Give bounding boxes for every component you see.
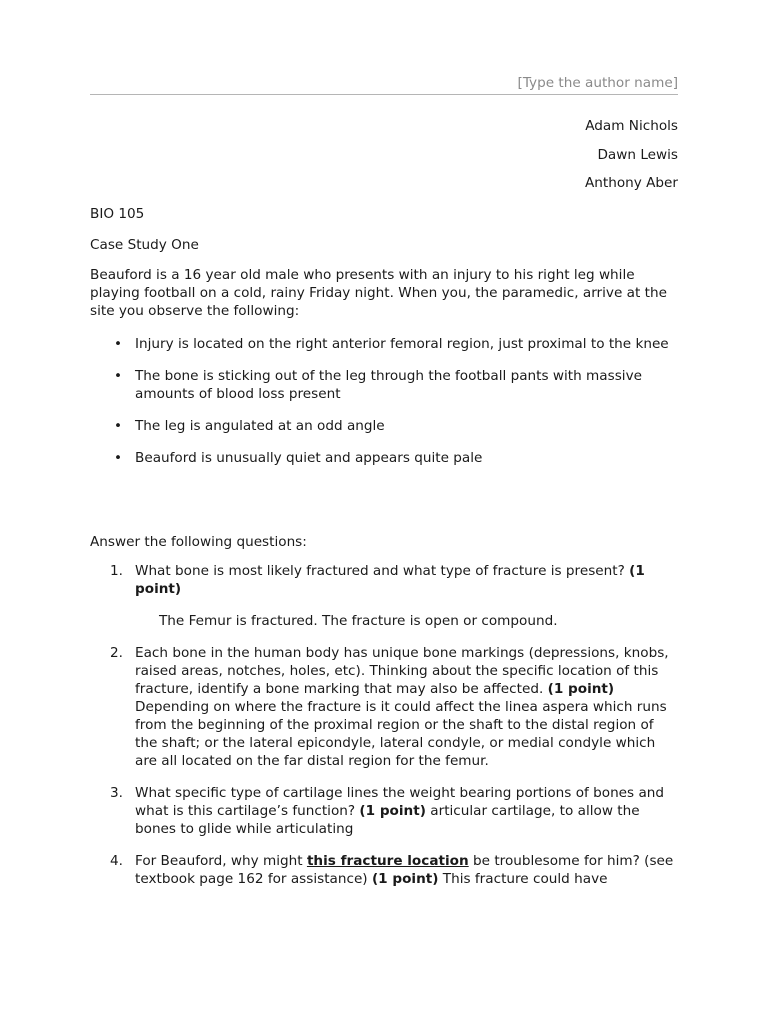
list-item: • The leg is angulated at an odd angle: [114, 418, 385, 434]
question-number: 4.: [110, 853, 123, 869]
author-name: Anthony Aber: [584, 175, 678, 191]
question-item: [90, 784, 678, 838]
header-divider: [90, 94, 678, 95]
question-text: What specific type of cartilage lines the weight bearing portions of bones and what is this cartilage’s function?: [135, 785, 665, 819]
bullet-icon: •: [114, 450, 123, 466]
question-emphasis: this fracture location: [306, 853, 469, 869]
case-intro: Beauford is a 16 year old male who presents with an injury to his right leg while playing football on a cold, rainy Friday night. When you, the paramedic, arrive at the site you observe the following:: [90, 267, 667, 319]
course-code: BIO 105: [90, 206, 145, 222]
list-item: • Beauford is unusually quiet and appears quite pale: [114, 450, 483, 466]
question-text: What bone is most likely fractured and what type of fracture is present?: [135, 563, 630, 579]
question-points: (1 point): [359, 803, 426, 819]
question-number: 1.: [110, 563, 123, 579]
author-name: Dawn Lewis: [597, 146, 678, 163]
question-points: (1 point): [371, 871, 439, 887]
question-answer: This fracture could have: [438, 871, 608, 887]
bullet-icon: •: [114, 418, 123, 434]
question-text: be troublesome for him? (see textbook page 162 for assistance): [135, 853, 674, 887]
author-name: Adam Nichols: [585, 118, 678, 134]
question-points: (1 point): [135, 563, 645, 597]
question-answer: The Femur is fractured. The fracture is open or compound.: [159, 613, 558, 629]
question-text: For Beauford, why might: [135, 853, 307, 869]
question-text: Each bone in the human body has unique bone markings (depressions, knobs, raised areas, notches, holes, etc). Thinking about the specific location of this fracture, identify a bone marking that may also be affected.: [135, 645, 669, 697]
question-item: [90, 644, 678, 770]
header-author-placeholder[interactable]: [Type the author name]: [517, 75, 678, 91]
question-item: [90, 562, 678, 630]
bullet-icon: •: [114, 368, 123, 384]
question-answer: articular cartilage, to allow the bones to glide while articulating: [135, 803, 640, 837]
question-number: 3.: [110, 785, 123, 801]
question-points: (1 point): [547, 681, 615, 697]
question-answer: Depending on where the fracture is it could affect the linea aspera which runs from the beginning of the proximal region or the shaft to the distal region of the shaft; or the lateral epicondyle, lateral condyle, or medial condyle which are all located on the far distal region for the femur.: [135, 699, 667, 769]
bullet-icon: •: [114, 336, 123, 352]
questions-heading: Answer the following questions:: [90, 534, 307, 550]
question-number: 2.: [110, 645, 123, 661]
author-list: [585, 117, 678, 203]
document-title: Case Study One: [90, 237, 199, 253]
observation-list: [90, 335, 678, 481]
question-item: [90, 852, 678, 888]
list-item: • The bone is sticking out of the leg through the football pants with massive amounts of blood loss present: [114, 368, 642, 402]
question-list: [90, 562, 678, 902]
list-item: • Injury is located on the right anterior femoral region, just proximal to the knee: [114, 336, 669, 352]
